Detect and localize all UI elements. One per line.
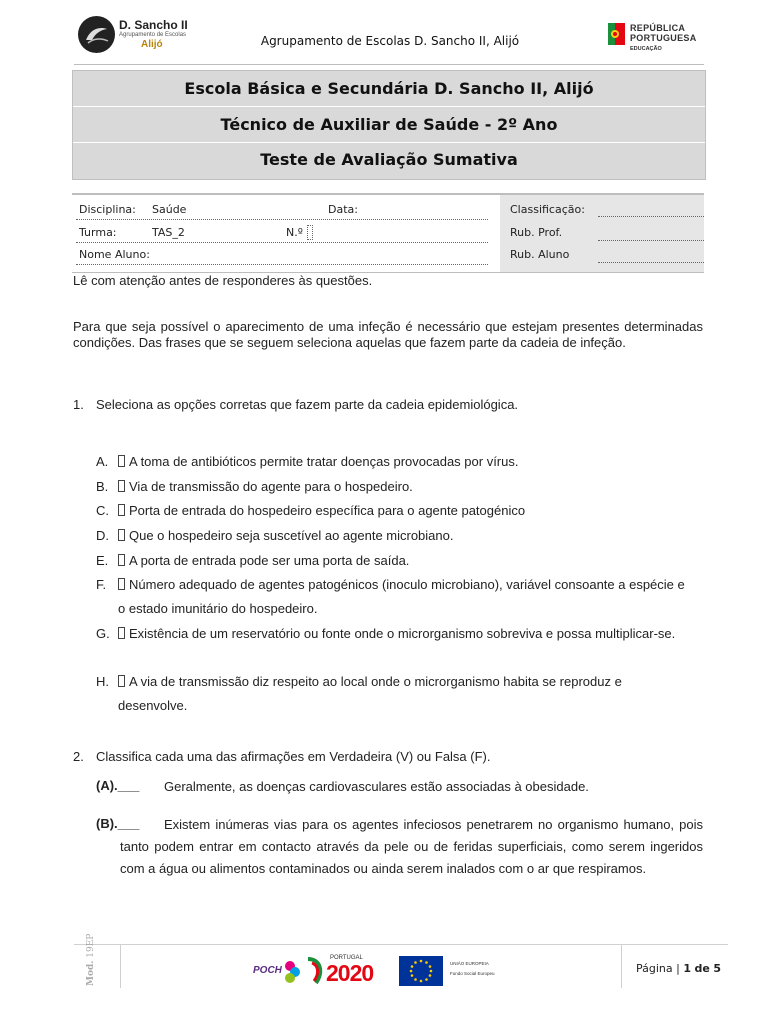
school-logo-subtitle: Agrupamento de Escolas (119, 32, 187, 38)
option-text: Número adequado de agentes patogénicos (inoculo microbiano), variável consoante a espécie e o estado imunitário do hospedeiro. (118, 577, 685, 616)
page-label: Página | (636, 962, 680, 975)
question-1-text: Seleciona as opções corretas que fazem parte da cadeia epidemiológica. (96, 397, 519, 412)
checkbox[interactable] (118, 675, 125, 687)
checkbox[interactable] (118, 578, 125, 590)
row-divider (76, 219, 488, 220)
question-2-number: 2. (73, 749, 84, 764)
statement-a-answer-blank[interactable]: (A).___ (96, 778, 140, 793)
gov-logo-line2: PORTUGUESA (630, 33, 697, 43)
option-text: A via de transmissão diz respeito ao local onde o microrganismo habita se reproduz e desenvolve. (118, 674, 622, 713)
school-logo-town: Alijó (141, 39, 163, 50)
checkbox[interactable] (118, 480, 125, 492)
intro-paragraph: Para que seja possível o aparecimento de uma infeção é necessário que estejam presentes determinadas condições. Das frases que se seguem seleciona aquelas que fazem parte da cadeia de infeção. (73, 319, 703, 350)
student-number-label: N.º (286, 226, 303, 239)
student-signature-field[interactable] (598, 262, 704, 263)
footer-divider-vertical (120, 944, 121, 988)
option-text: Existência de um reservatório ou fonte onde o microrganismo sobreviva e possa multiplicar-se. (129, 626, 676, 641)
class-value: TAS_2 (152, 226, 185, 239)
title-divider (73, 142, 705, 143)
option-text: Via de transmissão do agente para o hospedeiro. (129, 479, 413, 494)
school-name-title: Escola Básica e Secundária D. Sancho II, Alijó (184, 79, 594, 98)
page-number: 1 (683, 962, 691, 975)
portugal-label: PORTUGAL (330, 955, 363, 961)
poch-logo: POCH (253, 965, 282, 976)
statement-a-text: Geralmente, as doenças cardiovasculares estão associadas à obesidade. (164, 779, 589, 794)
statement-b-text: Existem inúmeras vias para os agentes infeciosos penetrarem no organismo humano, pois tanto podem entrar em contacto através da pele ou de feridas superficiais, como serem ingeridos com a água ou alimentos contaminados ou ainda serem inalados com o ar que respiramos. (120, 817, 703, 876)
option-letter: A. (96, 454, 109, 469)
title-box (72, 70, 706, 180)
subject-value: Saúde (152, 203, 187, 216)
title-divider (73, 106, 705, 107)
option-text: A porta de entrada pode ser uma porta de saída. (129, 553, 410, 568)
school-logo (78, 16, 208, 58)
school-emblem-icon (78, 16, 115, 53)
option-letter: F. (96, 577, 107, 592)
teacher-signature-field[interactable] (598, 240, 704, 241)
class-label: Turma: (79, 226, 117, 239)
option-text: Porta de entrada do hospedeiro específica para o agente patogénico (129, 503, 526, 518)
student-name-field[interactable] (76, 264, 488, 265)
grade-field[interactable] (598, 216, 704, 217)
course-title: Técnico de Auxiliar de Saúde - 2º Ano (220, 115, 558, 134)
funding-logos (252, 955, 502, 989)
option-letter: G. (96, 626, 110, 641)
student-signature-label: Rub. Aluno (510, 248, 570, 261)
date-label: Data: (328, 203, 358, 216)
portugal-2020-symbol-icon (306, 957, 326, 985)
page-of: de (694, 962, 710, 975)
eu-label: UNIÃO EUROPEIA (450, 961, 489, 966)
test-title: Teste de Avaliação Sumativa (260, 150, 518, 169)
option-letter: E. (96, 553, 109, 568)
option-letter: B. (96, 479, 109, 494)
government-logo (608, 20, 718, 60)
model-label: Mod. (86, 960, 96, 986)
gov-logo-line1: REPÚBLICA (630, 23, 686, 33)
row-divider (76, 242, 488, 243)
question-2-text: Classifica cada uma das afirmações em Verdadeira (V) ou Falsa (F). (96, 749, 491, 764)
option-letter: C. (96, 503, 109, 518)
eu-fund-label: Fundo Social Europeu (450, 971, 495, 976)
page-total: 5 (713, 962, 721, 975)
option-text: Que o hospedeiro seja suscetível ao agente microbiano. (129, 528, 454, 543)
instruction-text: Lê com atenção antes de responderes às questões. (73, 273, 373, 288)
year-2020-logo: 2020 (326, 960, 374, 986)
checkbox[interactable] (118, 455, 125, 467)
poch-symbol-icon (282, 958, 302, 984)
statement-b (0, 814, 768, 906)
option-letter: H. (96, 674, 109, 689)
checkbox[interactable] (118, 627, 125, 639)
footer-divider-vertical (621, 944, 622, 988)
header-divider (74, 64, 704, 65)
grade-label: Classificação: (510, 203, 585, 216)
student-name-label: Nome Aluno: (79, 248, 150, 261)
student-number-field[interactable] (307, 225, 313, 240)
question-1-number: 1. (73, 397, 84, 412)
portugal-flag-icon (608, 23, 625, 45)
gov-logo-line3: EDUCAÇÃO (630, 46, 662, 52)
page-indicator (636, 962, 721, 975)
statement-b-answer-blank[interactable]: (B).___ (96, 816, 140, 831)
school-logo-name: D. Sancho II (119, 18, 188, 32)
checkbox[interactable] (118, 554, 125, 566)
footer-divider (74, 944, 728, 945)
header-title: Agrupamento de Escolas D. Sancho II, Alijó (260, 34, 520, 48)
teacher-signature-label: Rub. Prof. (510, 226, 563, 239)
option-text: A toma de antibióticos permite tratar doenças provocadas por vírus. (129, 454, 519, 469)
form-model-code (80, 933, 110, 990)
option-letter: D. (96, 528, 109, 543)
model-code: 19EP (86, 933, 96, 958)
checkbox[interactable] (118, 504, 125, 516)
eu-flag-icon (399, 956, 443, 986)
statement-a (0, 776, 768, 798)
subject-label: Disciplina: (79, 203, 136, 216)
checkbox[interactable] (118, 529, 125, 541)
